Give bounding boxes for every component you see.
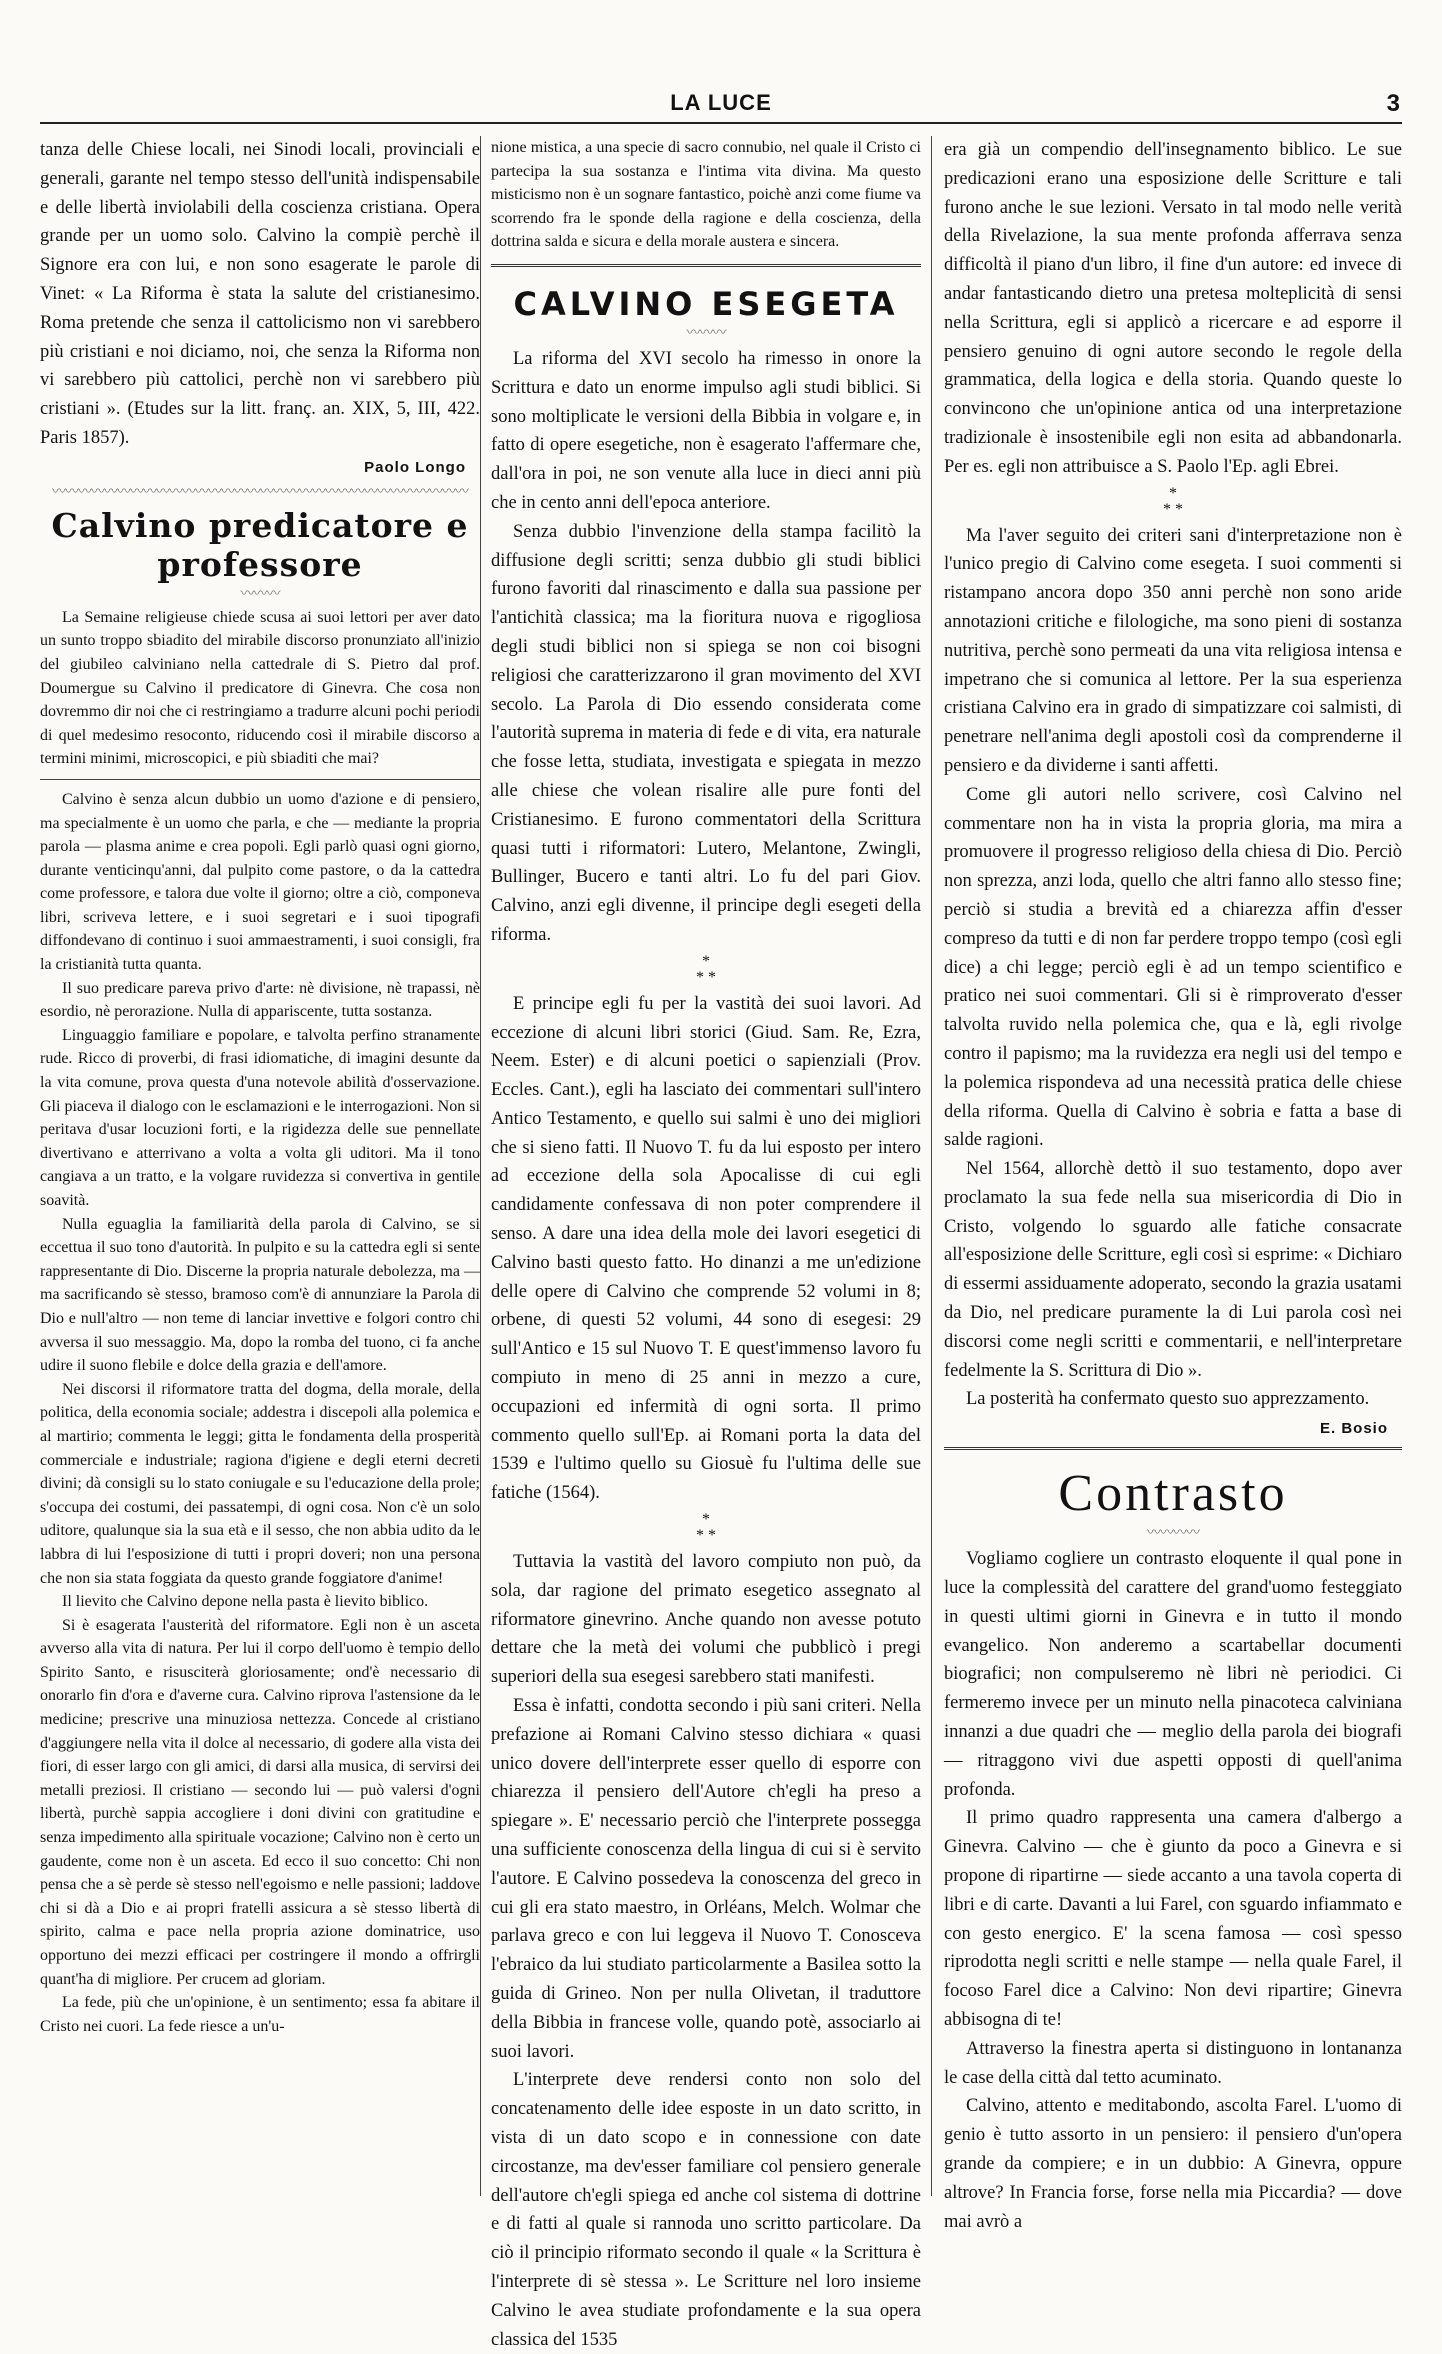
paragraph: Il primo quadro rappresenta una camera d'albergo a Ginevra. Calvino — che è giunto da poco a Ginevra e si propone di ripartirne — siede accanto a una tavola coperta di libri e di carte. Davanti a lui Farel, con sguardo infiammato e con gesto energico. E' la scena famosa — così spesso riprodotta negli scritti e nelle stampe — nella quale Farel, il focoso Farel dice a Calvino: Non devi ripartire; Ginevra abbisogna di te!: [944, 1808, 1402, 2031]
article-heading: Contrasto: [1058, 1465, 1288, 1523]
paragraph: Calvino è senza alcun dubbio un uomo d'azione e di pensiero, ma specialmente è un uomo che parla, e che — mediante la propria parola — plasma anime e crea popoli. Egli parlò quasi ogni giorno, durante venticinqu'anni, dal pulpito come pastore, o da la cattedra come professore, e talora due volte il giorno; oltre a ciò, componeva libri, scriveva lettere, e i suoi segretari e i suoi tipografi diffondevano di continuo i suoi ammaestramenti, i suoi consigli, fra la cristianità tutta quanta.: [40, 790, 480, 974]
paragraph: Calvino, attento e meditabondo, ascolta Farel. L'uomo di genio è tutto assorto in un pensiero: il pensiero d'un'opera grande da compiere; e in un dubbio: A Ginevra, oppure altrove? In Francia forse, forse nella mia Piccardia? — dove mai avrò a: [944, 2096, 1402, 2232]
paragraph: La Semaine religieuse chiede scusa ai suoi lettori per aver dato un sunto troppo sbiadito del mirabile discorso pronunziato all'inizio del giubileo calviniano nella cattedrale di S. Pietro dal prof. Doumergue su Calvino il predicatore di Ginevra. Che cosa non dovremmo dir noi che ci restringiamo a tradurre alcuni pochi periodi di quel medesimo resoconto, riducendo così il mirabile discorso a termini minimi, microscopici, e più sbiaditi che mai?: [40, 608, 480, 768]
column-middle: [480, 136, 932, 2350]
divider: 〰〰〰〰: [1147, 1526, 1199, 1542]
paragraph: La riforma del XVI secolo ha rimesso in onore la Scrittura e dato un enorme impulso agli studi biblici. Si sono moltiplicate le versioni della Bibbia in volgare e, in fatto di opere esegetiche, non è esagerato l'affermare che, dall'ora in poi, ne son venute alla luce in dieci anni più che in cento anni dell'epoca anteriore.: [491, 348, 921, 513]
divider: [491, 264, 921, 267]
paragraph: Nel 1564, allorchè dettò il suo testamento, dopo aver proclamato la sua fede nella sua misericordia di Dio in Cristo, volgendo lo sguardo alle fatiche consacrate all'esposizione delle Scritture, egli così si esprime: « Dichiaro di essermi assiduamente adoperato, secondo la grazia usatami da Dio, nel predicare puramente la di Lui parola così nei discorsi come negli scritti e commentarii, e nell'interpretare fedelmente la S. Scrittura di Dio ».: [944, 1159, 1402, 1381]
paragraph: Il lievito che Calvino depone nella pasta è lievito biblico.: [62, 1593, 429, 1611]
section-separator: * * *: [1163, 484, 1183, 518]
section-separator: * * *: [696, 952, 716, 986]
paragraph: Nulla eguaglia la familiarità della parola di Calvino, se si eccettua il suo tono d'autorità. In pulpito e su la cattedra egli si sente rappresentante di Dio. Discerne la propria naturale debolezza, ma — ma sacrificando sè stesso, bramoso com'è di annunziare la Parola di Dio e null'altro — non teme di lanciar invettive e folgori contro chi avversa il suo messaggio. Ma, dopo la romba del tuono, ci fa anche udire il suono flebile e dolce della grazia e dell'amore.: [40, 1215, 480, 1375]
column-left: [40, 136, 480, 2196]
paragraph: Ma l'aver seguito dei criteri sani d'interpretazione non è l'unico pregio di Calvino come esegeta. I suoi commenti si ristampano ancora dopo 350 anni perchè non sono aride annotazioni critiche e filologiche, ma sono pieni di sostanza nutritiva, perchè sono permeati da una vita religiosa intensa e impetrano che si comunica al lettore. Per la sua esperienza cristiana Calvino era in grado di simpatizzare coi salmisti, di penetrare nell'anima degli apostoli così da comprenderne il pensiero e da dividerne i santi affetti.: [944, 525, 1402, 776]
article-continuation-text: tanza delle Chiese locali, nei Sinodi locali, provinciali e generali, garante nel tempo stesso dell'unità indispensabile e delle libertà inviolabili della coscienza cristiana. Opera grande per un uomo solo. Calvino la compiè perchè il Signore era con lui, e non sono esagerate le parole di Vinet: « La Riforma è stata la salute del cristianesimo. Roma pretende che senza il cattolicismo non vi sarebbero più cristiani e noi diciamo, noi, che senza la Riforma non vi sarebbero più cattolici, perchè non vi sarebbero più cristiani ». (Etudes sur la litt. franç. an. XIX, 5, III, 422. Paris 1857).: [40, 140, 480, 448]
divider: 〰〰〰: [686, 325, 726, 341]
author-signature: Paolo Longo: [364, 458, 466, 476]
paragraph: Senza dubbio l'invenzione della stampa facilitò la diffusione degli scritti; senza dubbio gli studi biblici furono favoriti dal rinascimento e dalla sua passione per l'antichità classica; ma la fioritura nuova e rigogliosa degli studi biblici non si spiega se non coi bisogni religiosi che caratterizzarono il gran movimento del XVI secolo. La Parola di Dio essendo considerata come l'autorità suprema in materia di fede e di vita, era naturale che fosse letta, studiata, investigata e spiegata in mezzo alle chiese che volean risalire alle pure fonti del Cristianesimo. E furono commentatori della Scrittura quasi tutti i riformatori: Lutero, Melantone, Zwingli, Bullinger, Bucero e tanti altri. Lo fu del pari Giov. Calvino, anzi egli divenne, il principe degli esegeti della riforma.: [491, 521, 921, 945]
paragraph: La posterità ha confermato questo suo apprezzamento.: [966, 1389, 1370, 1410]
divider: 〰〰〰: [240, 586, 280, 602]
paragraph: Essa è infatti, condotta secondo i più sani criteri. Nella prefazione ai Romani Calvino stesso dichiara « quasi unico dovere dell'interprete esser quello di esporre con chiarezza il pensiero dell'Autore ch'egli ha preso a spiegare ». E' necessario perciò che l'interprete possegga una sufficiente conoscenza della lingua di cui si è servito l'autore. E Calvino possedeva la conoscenza del greco in cui gli era stato maestro, in Orléans, Melch. Wolmar che parlava greco e con lui leggeva il Nuovo T. Conosceva l'ebraico da lui studiato particolarmente a Basilea sotto la guida di Grineo. Non per nulla Olivetan, il traduttore della Bibbia in francese volle, quando potè, associarlo ai suoi lavori.: [491, 1696, 921, 2062]
paragraph: E principe egli fu per la vastità dei suoi lavori. Ad eccezione di alcuni libri storici (Giud. Sam. Re, Ezra, Neem. Ester) e di alcuni poetici o sapienziali (Prov. Eccles. Cant.), egli ha lasciato dei commentari sull'intero Antico Testamento, e quello sui salmi è uno dei migliori che si sieno fatti. Il Nuovo T. fu da lui esposto per intero ad eccezione della sola Apocalisse di cui egli candidamente confessava di non poter comprendere il senso. A dare una idea della mole dei lavori esegetici di Calvino basti questo fatto. Ho dinanzi a me un'edizione delle opere di Calvino che comprende 52 volumi in 8; orbene, di questi 52 volumi, 44 sono di esegesi: 29 sull'Antico e 15 sul Nuovo T. E quest'immenso lavoro fu compiuto in meno di 25 anni in mezzo a cure, occupazioni ed infermità di ogni sorta. Il primo commento quello sull'Ep. ai Romani porta la data del 1539 e l'ultimo quello su Giosuè fu l'ultima delle sue fatiche (1564).: [491, 993, 921, 1504]
section-separator: * * *: [696, 1511, 716, 1545]
column-right: [944, 136, 1402, 2232]
paragraph: Vogliamo cogliere un contrasto eloquente il qual pone in luce la complessità del carattere del grand'uomo festeggiato in questi ultimi giorni in Ginevra e in tutto il mondo evangelico. Non anderemo a scartabellar documenti biografici; non compulseremo nè libri nè periodici. Ci fermeremo invece per un minuto nella pinacoteca calviniana innanzi a due quadri che — meglio della parola dei biografi — ritraggono vivi due aspetti opposti di quell'anima profonda.: [944, 1549, 1402, 1800]
article-heading: CALVINO ESEGETA: [513, 284, 899, 323]
divider: [944, 1447, 1402, 1450]
paragraph: L'interprete deve rendersi conto non solo del concatenamento delle idee esposte in un dato scritto, in vista di un dato scopo e in connessione con date circostanze, ma dev'esser familiare col pensiero generale dell'autore ch'egli spiega ed anche col sistema di dottrine e di fatti al quale si rannoda uno scritto particolare. Da ciò il principio riformato secondo il quale « la Scrittura è l'interprete di sè stessa ». Le Scritture nel loro insieme Calvino le avea studiate profondamente e la sua opera classica del 1535: [491, 2070, 921, 2350]
paragraph: Si è esagerata l'austerità del riformatore. Egli non è un asceta avverso alla vita di natura. Per lui il corpo dell'uomo è tempio dello Spirito Santo, e risusciterà gloriosamente; ond'è necessario di onorarlo fin d'ora e d'averne cura. Calvino riprova l'astensione da le medicine; prescrive una minuziosa nettezza. Concede al cristiano d'aggiungere nella vita il dolce al necessario, di godere alla vista dei fiori, di esser largo con gli amici, di darsi alla musica, di servirsi dei metalli preziosi. Il cristiano — secondo lui — può valersi d'ogni libertà, purchè sappia accogliere i doni divini con gratitudine e senza impedimento alla spirituale vocazione; Calvino non è certo un gaudente, come non è un asceta. Ed ecco il suo concetto: Chi non pensa che a sè perde sè stesso nell'egoismo e nelle passioni; laddove chi si dà a Dio e ai propri fratelli assicura a sè stesso libertà di spirito, calma e pace nella propria azione dominatrice, uso opportuno dei mezzi efficaci per costringere il mondo a offrirgli quant'ha di migliore. Per crucem ad gloriam.: [40, 1616, 480, 1988]
paragraph: La fede, più che un'opinione, è un sentimento; essa fa abitare il Cristo nei cuori. La fede riesce a un'u-: [40, 1994, 480, 2035]
paragraph: era già un compendio dell'insegnamento biblico. Le sue predicazioni erano una esposizione delle Scritture e tali furono anche le sue lezioni. Versato in tal modo nelle verità della Rivelazione, la sua mente profonda afferrava senza difficoltà il piano d'un libro, il fine d'un autore: ed invece di andar fantasticando dietro una pretesa molteplicità di sensi nella Scrittura, egli si applicò a ricercare e ad esporre il pensiero genuino di ogni autore secondo le regole della grammatica, della logica e della storia. Quando queste lo convincono che un'opinione antica od una interpretazione tradizionale è insostenibile egli non esita ad abbandonarla. Per es. egli non attribuisce a S. Paolo l'Ep. agli Ebrei.: [944, 140, 1402, 477]
paragraph: Tuttavia la vastità del lavoro compiuto non può, da sola, dar ragione del primato esegetico assegnato al riformatore ginevrino. Anche quando non avesse potuto dettare che la metà dei volumi che pubblicò i pregi superiori della sua esegesi sarebbero stati manifesti.: [491, 1552, 921, 1688]
article-heading: Calvino predicatore e professore: [51, 505, 469, 584]
paragraph: Il suo predicare pareva privo d'arte: nè divisione, nè trapassi, nè esordio, nè perorazione. Nulla di appariscente, tutta sostanza.: [40, 979, 480, 1021]
paragraph: Nei discorsi il riformatore tratta del dogma, della morale, della politica, della economia sociale; addestra i discepoli alla polemica e al martirio; commenta le leggi; gitta le fondamenta della prosperità commerciale e industriale; ragiona d'igiene e degli eterni decreti divini; dà consigli su lo stato coniugale e su l'educazione della prole; s'occupa dei costumi, dei passatempi, di ogni cosa. Non c'è un solo uditore, qualunque sia la sua età e il sesso, che non abbia udito da le labbra di lui l'esposizione di tutti i propri doveri; non una persona che non sia stata foggiata da questo grande foggiatore d'anime!: [40, 1380, 480, 1587]
divider: 〰〰〰〰〰〰〰〰〰〰〰〰〰〰〰〰〰〰〰〰〰〰〰〰〰〰〰〰〰〰〰〰: [52, 484, 468, 500]
masthead: [40, 88, 1402, 124]
paragraph: Attraverso la finestra aperta si distinguono in lontananza le case della città dal tetto acuminato.: [944, 2038, 1402, 2088]
divider: [40, 779, 480, 780]
page-number: 3: [1386, 90, 1400, 117]
newspaper-title: LA LUCE: [670, 90, 772, 115]
paragraph: Come gli autori nello scrivere, così Calvino nel commentare non ha in vista la propria gloria, ma mira a promuovere il progresso religioso della chiesa di Dio. Perciò non sprezza, anzi loda, quello che altri fanno allo stesso fine; perciò si studia a brevità ed a chiarezza affin d'esser compreso da tutti e di non far perdere troppo tempo (così egli dice) a chi legge; perciò egli è ad un tempo scientifico e pratico nei suoi commentari. Gli si è rimproverato d'esser talvolta ruvido nella polemica che, qua e là, egli rivolge contro il papismo; ma la ruvidezza era negli usi del tempo e la polemica rispondeva ad una necessità pratica delle chiese della riforma. Quella di Calvino è sobria e fatta a base di salde ragioni.: [944, 784, 1402, 1151]
article-continuation-text: nione mistica, a una specie di sacro connubio, nel quale il Cristo ci partecipa la sua sostanza e l'intima vita divina. Ma questo misticismo non è un sognare fantastico, poichè anzi come fiume va scorrendo fra le sponde della ragione e della coscienza, della dottrina salda e sicura e della morale austera e sincera.: [491, 139, 921, 251]
paragraph: Linguaggio familiare e popolare, e talvolta perfino stranamente rude. Ricco di proverbi, di frasi idiomatiche, di imagini desunte da la vita comune, prova questa d'una notevole abilità d'osservazione. Gli piaceva il dialogo con le esclamazioni e le interrogazioni. Non si peritava d'usar locuzioni forti, e la rigidezza delle sue pennellate divertivano e atterrivano a volta a volta gli uditori. Ma il tono cangiava a un tratto, e la volgare ruvidezza si convertiva in gentile soavità.: [40, 1026, 480, 1210]
author-signature: E. Bosio: [1319, 1420, 1388, 1438]
